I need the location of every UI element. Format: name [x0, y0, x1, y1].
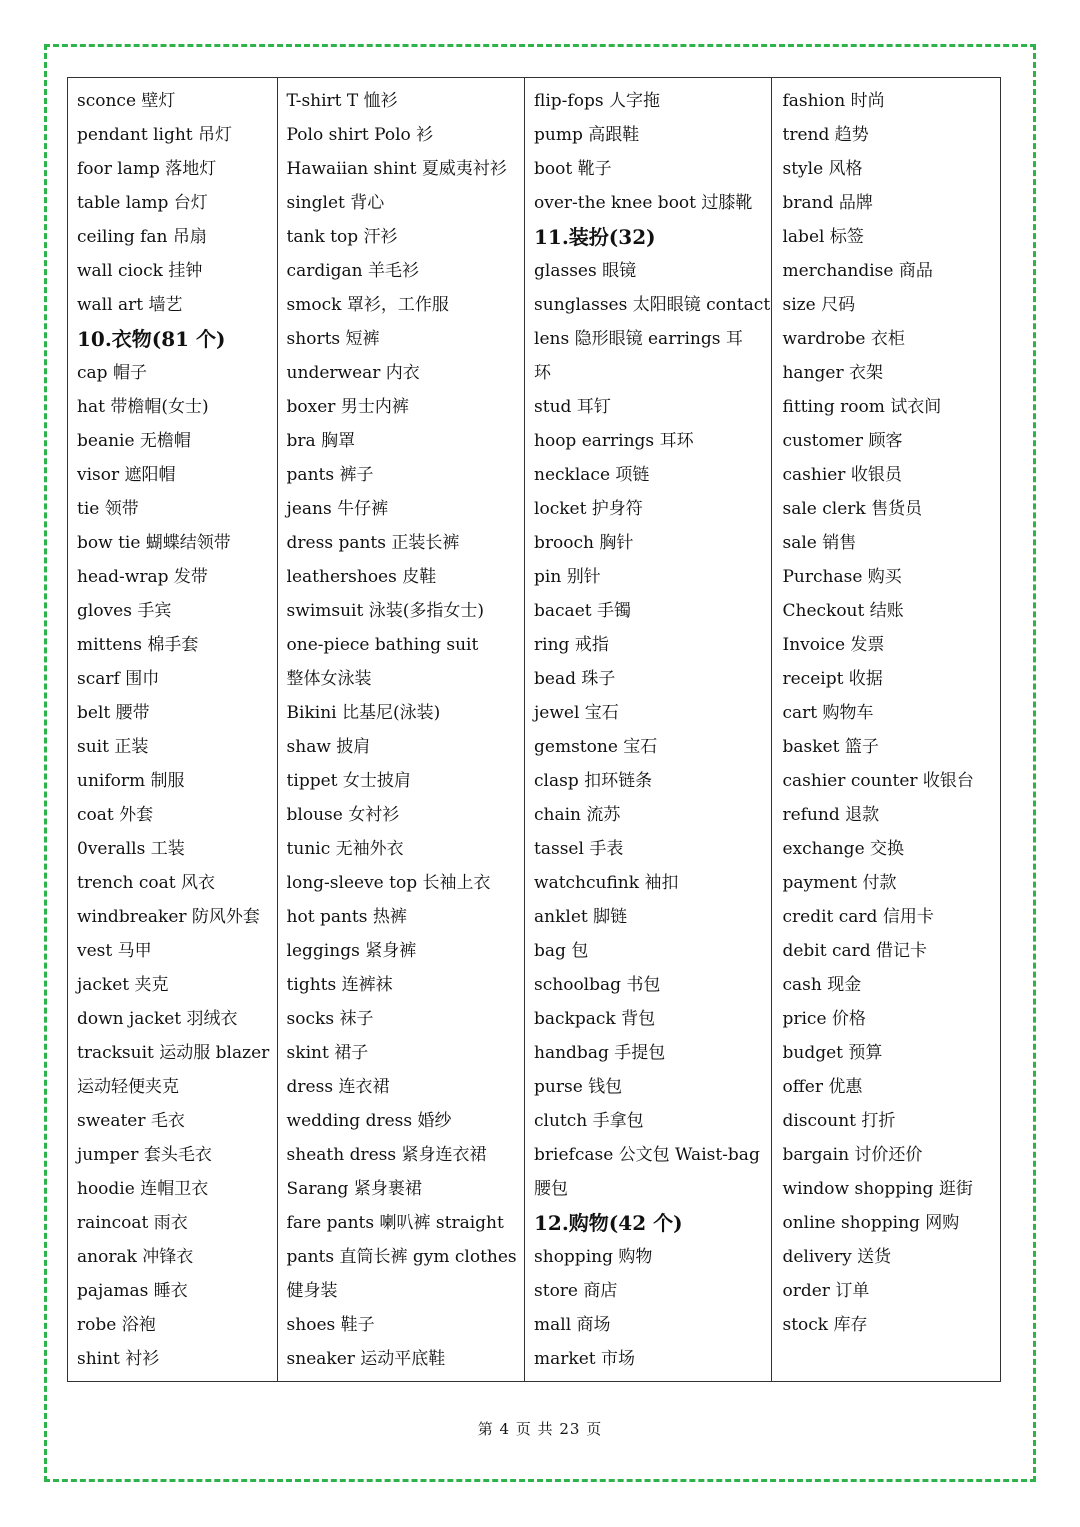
vocab-entry: cap 帽子 [77, 363, 147, 383]
vocab-entry: style 风格 [782, 159, 863, 179]
vocab-entry: clasp 扣环链条 [534, 771, 653, 791]
vocab-entry: sconce 壁灯 [77, 91, 176, 111]
vocab-entry: debit card 借记卡 [782, 941, 928, 961]
vocab-entry: hoop earrings 耳环 [534, 431, 694, 451]
vocab-entry: long-sleeve top 长袖上衣 [286, 873, 491, 893]
page-footer: 第 4 页 共 23 页 [477, 1420, 603, 1438]
vocab-entry: flip-fops 人字拖 [534, 91, 660, 111]
vocab-entry: tippet 女士披肩 [286, 771, 411, 791]
vocab-entry: wardrobe 衣柜 [782, 329, 905, 349]
vocab-entry: bargain 讨价还价 [782, 1145, 923, 1165]
vocab-entry: sneaker 运动平底鞋 [286, 1349, 446, 1369]
vocab-entry: exchange 交换 [782, 839, 905, 859]
vocab-entry: foor lamp 落地灯 [77, 159, 217, 179]
vocab-entry: tie 领带 [77, 499, 139, 519]
section-heading: 11.装扮(32) [534, 225, 656, 249]
vocab-entry: Purchase 购买 [782, 567, 902, 587]
vocab-entry: online shopping 网购 [782, 1213, 960, 1233]
vocab-entry: smock 罩衫，工作服 [286, 295, 449, 315]
vocab-entry: hoodie 连帽卫衣 [77, 1179, 209, 1199]
vocab-entry: Bikini 比基尼(泳装) [286, 703, 441, 723]
vocab-entry: purse 钱包 [534, 1077, 623, 1097]
column-3 [525, 78, 772, 1381]
vocab-entry: offer 优惠 [782, 1077, 863, 1097]
vocab-entry: sweater 毛衣 [77, 1111, 185, 1131]
vocab-entry: beanie 无檐帽 [77, 431, 191, 451]
vocab-entry: tank top 汗衫 [286, 227, 398, 247]
vocab-entry: price 价格 [782, 1009, 866, 1029]
vocab-entry: blouse 女衬衫 [286, 805, 400, 825]
vocab-entry: handbag 手提包 [534, 1043, 666, 1063]
vocab-entry: belt 腰带 [77, 703, 150, 723]
vocab-entry: Hawaiian shint 夏威夷衬衫 [286, 159, 507, 179]
vocab-entry: window shopping 逛街 [782, 1179, 973, 1199]
vocab-entry: trench coat 风衣 [77, 873, 215, 893]
vocab-entry: raincoat 雨衣 [77, 1213, 188, 1233]
vocab-entry: robe 浴袍 [77, 1315, 156, 1335]
vocab-entry: gemstone 宝石 [534, 737, 658, 757]
vocab-entry: clutch 手拿包 [534, 1111, 644, 1131]
vocab-entry: bra 胸罩 [286, 431, 356, 451]
vocab-entry: sale clerk 售货员 [782, 499, 923, 519]
vocab-entry: schoolbag 书包 [534, 975, 661, 995]
column-4 [772, 78, 1000, 1381]
vocab-entry: tights 连裤袜 [286, 975, 393, 995]
vocab-entry: pajamas 睡衣 [77, 1281, 188, 1301]
vocab-entry: windbreaker 防风外套 [77, 907, 260, 927]
vocabulary-table [67, 77, 1001, 1382]
vocab-entry: down jacket 羽绒衣 [77, 1009, 238, 1029]
vocab-entry: leathershoes 皮鞋 [286, 567, 437, 587]
vocab-entry: boxer 男士内裤 [286, 397, 409, 417]
vocab-entry: delivery 送货 [782, 1247, 892, 1267]
vocab-entry: briefcase 公文包 Waist-bag [534, 1145, 760, 1165]
vocab-entry: fitting room 试衣间 [782, 397, 942, 417]
vocab-entry: mittens 棉手套 [77, 635, 199, 655]
vocab-entry: wedding dress 婚纱 [286, 1111, 452, 1131]
vocab-entry: jeans 牛仔裤 [286, 499, 389, 519]
vocab-entry: sheath dress 紧身连衣裙 [286, 1145, 487, 1165]
vocab-entry: pump 高跟鞋 [534, 125, 640, 145]
vocab-entry: bow tie 蝴蝶结领带 [77, 533, 231, 553]
column-1 [68, 78, 278, 1381]
vocab-entry: order 订单 [782, 1281, 870, 1301]
vocab-entry: jewel 宝石 [534, 703, 619, 723]
vocab-entry: ceiling fan 吊扇 [77, 227, 207, 247]
vocab-entry: ring 戒指 [534, 635, 609, 655]
vocab-entry: uniform 制服 [77, 771, 185, 791]
vocab-entry: 整体女泳装 [286, 669, 372, 689]
vocab-entry: customer 顾客 [782, 431, 903, 451]
vocab-entry: visor 遮阳帽 [77, 465, 176, 485]
section-heading: 10.衣物(81 个) [77, 327, 226, 351]
vocab-entry: wall art 墙艺 [77, 295, 183, 315]
vocab-entry: boot 靴子 [534, 159, 612, 179]
vocab-entry: gloves 手宾 [77, 601, 172, 621]
vocab-entry: cash 现金 [782, 975, 862, 995]
vocab-entry: stud 耳钉 [534, 397, 611, 417]
vocab-entry: bag 包 [534, 941, 589, 961]
column-2 [278, 78, 525, 1381]
vocab-entry: 环 [534, 363, 552, 383]
vocab-entry: over-the knee boot 过膝靴 [534, 193, 753, 213]
vocab-entry: anklet 脚链 [534, 907, 628, 927]
vocab-entry: locket 护身符 [534, 499, 643, 519]
vocab-entry: shorts 短裤 [286, 329, 380, 349]
vocab-entry: lens 隐形眼镜 earrings 耳 [534, 329, 743, 349]
vocab-entry: anorak 冲锋衣 [77, 1247, 194, 1267]
vocab-entry: watchcufink 袖扣 [534, 873, 679, 893]
vocab-entry: brooch 胸针 [534, 533, 634, 553]
vocab-entry: tracksuit 运动服 blazer [77, 1043, 270, 1063]
vocab-entry: cashier counter 收银台 [782, 771, 974, 791]
vocab-entry: backpack 背包 [534, 1009, 656, 1029]
vocab-entry: vest 马甲 [77, 941, 152, 961]
vocab-entry: pin 别针 [534, 567, 601, 587]
vocab-entry: glasses 眼镜 [534, 261, 637, 281]
vocab-entry: pants 直筒长裤 gym clothes [286, 1247, 517, 1267]
vocab-entry: sunglasses 太阳眼镜 contact [534, 295, 771, 315]
vocab-entry: swimsuit 泳装(多指女士) [286, 601, 484, 621]
vocab-entry: T-shirt T 恤衫 [286, 91, 398, 111]
vocab-entry: chain 流苏 [534, 805, 621, 825]
vocab-entry: merchandise 商品 [782, 261, 933, 281]
vocab-entry: basket 篮子 [782, 737, 879, 757]
vocab-entry: receipt 收据 [782, 669, 883, 689]
vocab-entry: size 尺码 [782, 295, 856, 315]
vocab-entry: Sarang 紧身裹裙 [286, 1179, 422, 1199]
vocab-entry: suit 正装 [77, 737, 149, 757]
vocab-entry: coat 外套 [77, 805, 154, 825]
vocab-entry: tassel 手表 [534, 839, 624, 859]
vocab-entry: Polo shirt Polo 衫 [286, 125, 434, 145]
vocab-entry: leggings 紧身裤 [286, 941, 417, 961]
vocab-entry: Checkout 结账 [782, 601, 904, 621]
vocab-entry: one-piece bathing suit [286, 635, 479, 655]
vocab-entry: dress 连衣裙 [286, 1077, 390, 1097]
vocab-entry: 0veralls 工装 [77, 839, 185, 859]
vocab-entry: payment 付款 [782, 873, 897, 893]
vocab-entry: cardigan 羊毛衫 [286, 261, 420, 281]
vocab-entry: shint 衬衫 [77, 1349, 160, 1369]
vocab-entry: brand 品牌 [782, 193, 873, 213]
vocab-entry: pants 裤子 [286, 465, 374, 485]
vocab-entry: necklace 项链 [534, 465, 650, 485]
vocab-entry: bacaet 手镯 [534, 601, 631, 621]
vocab-entry: budget 预算 [782, 1043, 883, 1063]
vocab-entry: skint 裙子 [286, 1043, 369, 1063]
vocab-entry: dress pants 正装长裤 [286, 533, 460, 553]
section-heading: 12.购物(42 个) [534, 1211, 683, 1235]
vocab-entry: jumper 套头毛衣 [77, 1145, 212, 1165]
vocab-entry: wall ciock 挂钟 [77, 261, 203, 281]
vocab-entry: shaw 披肩 [286, 737, 371, 757]
vocab-entry: underwear 内衣 [286, 363, 420, 383]
vocab-entry: tunic 无袖外衣 [286, 839, 404, 859]
vocab-entry: hat 带檐帽(女士) [77, 397, 209, 417]
vocab-entry: shopping 购物 [534, 1247, 653, 1267]
vocab-entry: discount 打折 [782, 1111, 896, 1131]
vocab-entry: singlet 背心 [286, 193, 385, 213]
vocab-entry: pendant light 吊灯 [77, 125, 233, 145]
vocab-entry: fashion 时尚 [782, 91, 885, 111]
vocab-entry: sale 销售 [782, 533, 857, 553]
vocab-entry: hanger 衣架 [782, 363, 883, 383]
vocab-entry: fare pants 喇叭裤 straight [286, 1213, 504, 1233]
vocab-entry: head-wrap 发带 [77, 567, 208, 587]
vocab-entry: hot pants 热裤 [286, 907, 407, 927]
vocab-entry: market 市场 [534, 1349, 635, 1369]
vocab-entry: 运动轻便夹克 [77, 1077, 179, 1097]
vocab-entry: refund 退款 [782, 805, 880, 825]
vocab-entry: 健身装 [286, 1281, 338, 1301]
vocab-entry: label 标签 [782, 227, 864, 247]
vocab-entry: shoes 鞋子 [286, 1315, 375, 1335]
vocab-entry: jacket 夹克 [77, 975, 169, 995]
vocab-entry: credit card 信用卡 [782, 907, 934, 927]
vocab-entry: cashier 收银员 [782, 465, 902, 485]
vocab-entry: table lamp 台灯 [77, 193, 208, 213]
vocab-entry: scarf 围巾 [77, 669, 160, 689]
vocab-entry: cart 购物车 [782, 703, 874, 723]
vocab-entry: bead 珠子 [534, 669, 616, 689]
vocab-entry: trend 趋势 [782, 125, 869, 145]
vocab-entry: stock 库存 [782, 1315, 868, 1335]
vocab-entry: store 商店 [534, 1281, 618, 1301]
vocab-entry: socks 袜子 [286, 1009, 374, 1029]
vocab-entry: 腰包 [534, 1179, 569, 1199]
vocab-entry: Invoice 发票 [782, 635, 885, 655]
vocab-entry: mall 商场 [534, 1315, 611, 1335]
